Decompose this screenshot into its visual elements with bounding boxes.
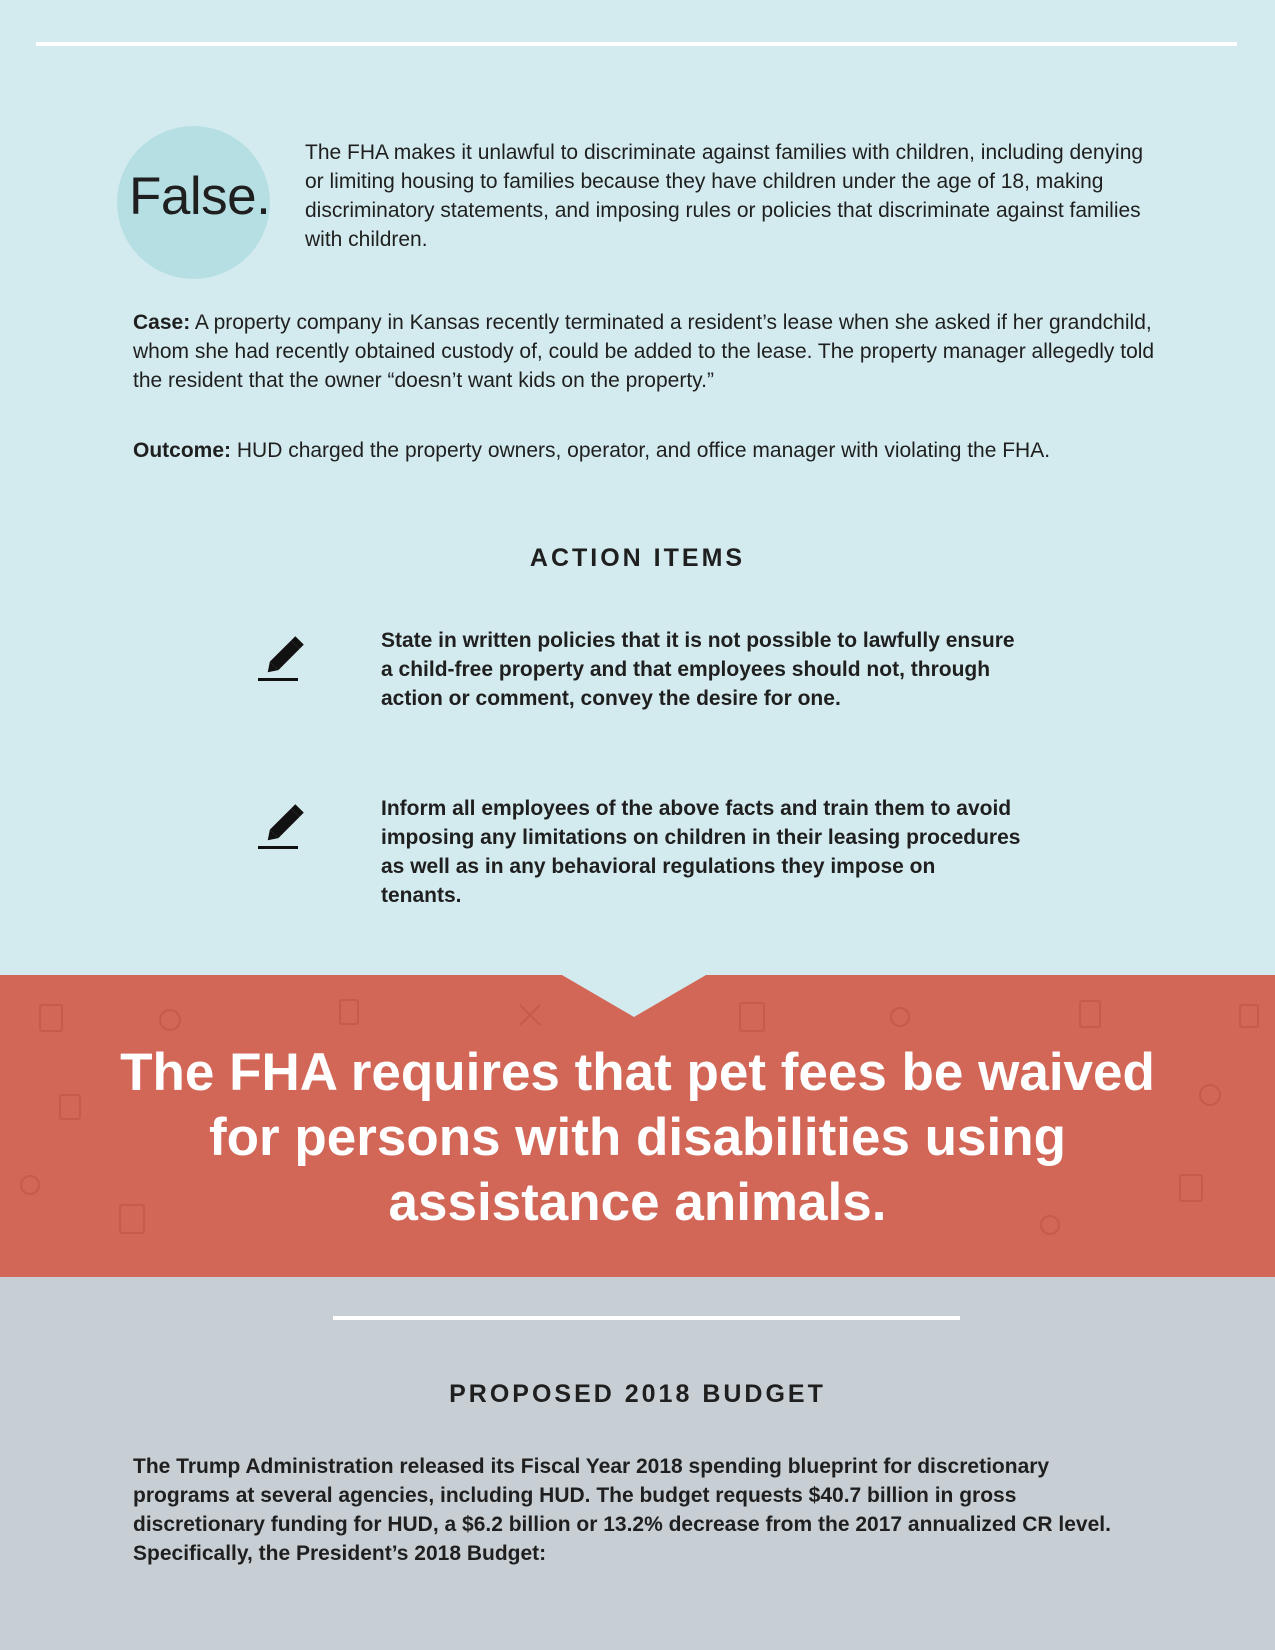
outcome-text: HUD charged the property owners, operator, and office manager with violating the FHA. bbox=[236, 439, 1051, 462]
pencil-icon bbox=[256, 796, 312, 852]
case-label: Case: bbox=[133, 311, 191, 334]
action-item-2: Inform all employees of the above facts and train them to avoid imposing any limitations on children in their leasing procedures as well as in any behavioral regulations they impose on tenants. bbox=[381, 797, 1021, 907]
action-item-1: State in written policies that it is not possible to lawfully ensure a child-free property and that employees should not, through action or comment, convey the desire for one. bbox=[381, 629, 1015, 710]
case-paragraph bbox=[133, 308, 1183, 395]
outcome-label: Outcome: bbox=[133, 439, 232, 462]
action-items-heading: ACTION ITEMS bbox=[529, 544, 746, 572]
false-badge-label: False. bbox=[129, 167, 271, 226]
case-text: A property company in Kansas recently terminated a resident’s lease when she asked if her grandchild, whom she had recently obtained custody of, could be added to the lease. The property manager allegedly told the resident that the owner “doesn’t want kids on the property.” bbox=[133, 311, 1155, 392]
budget-heading: PROPOSED 2018 BUDGET bbox=[449, 1380, 826, 1408]
budget-paragraph: The Trump Administration released its Fiscal Year 2018 spending blueprint for discretionary programs at several agencies, including HUD. The budget requests $40.7 billion in gross discretionary funding for HUD, a $6.2 billion or 13.2% decrease from the 2017 annualized CR level. Specifically, the President’s 2018 Budget: bbox=[133, 1455, 1111, 1565]
myth-statement: The FHA requires that pet fees be waived for persons with disabilities using assistance animals. bbox=[120, 1043, 1155, 1232]
outcome-paragraph bbox=[133, 436, 1183, 465]
pointer-notch bbox=[0, 975, 1275, 1017]
budget-divider bbox=[333, 1316, 960, 1320]
answer-explanation: The FHA makes it unlawful to discriminate against families with children, including denying or limiting housing to families because they have children under the age of 18, making discriminatory statements, and imposing rules or policies that discriminate against families with children. bbox=[305, 141, 1144, 251]
pencil-icon bbox=[256, 628, 312, 684]
top-divider bbox=[36, 42, 1237, 46]
